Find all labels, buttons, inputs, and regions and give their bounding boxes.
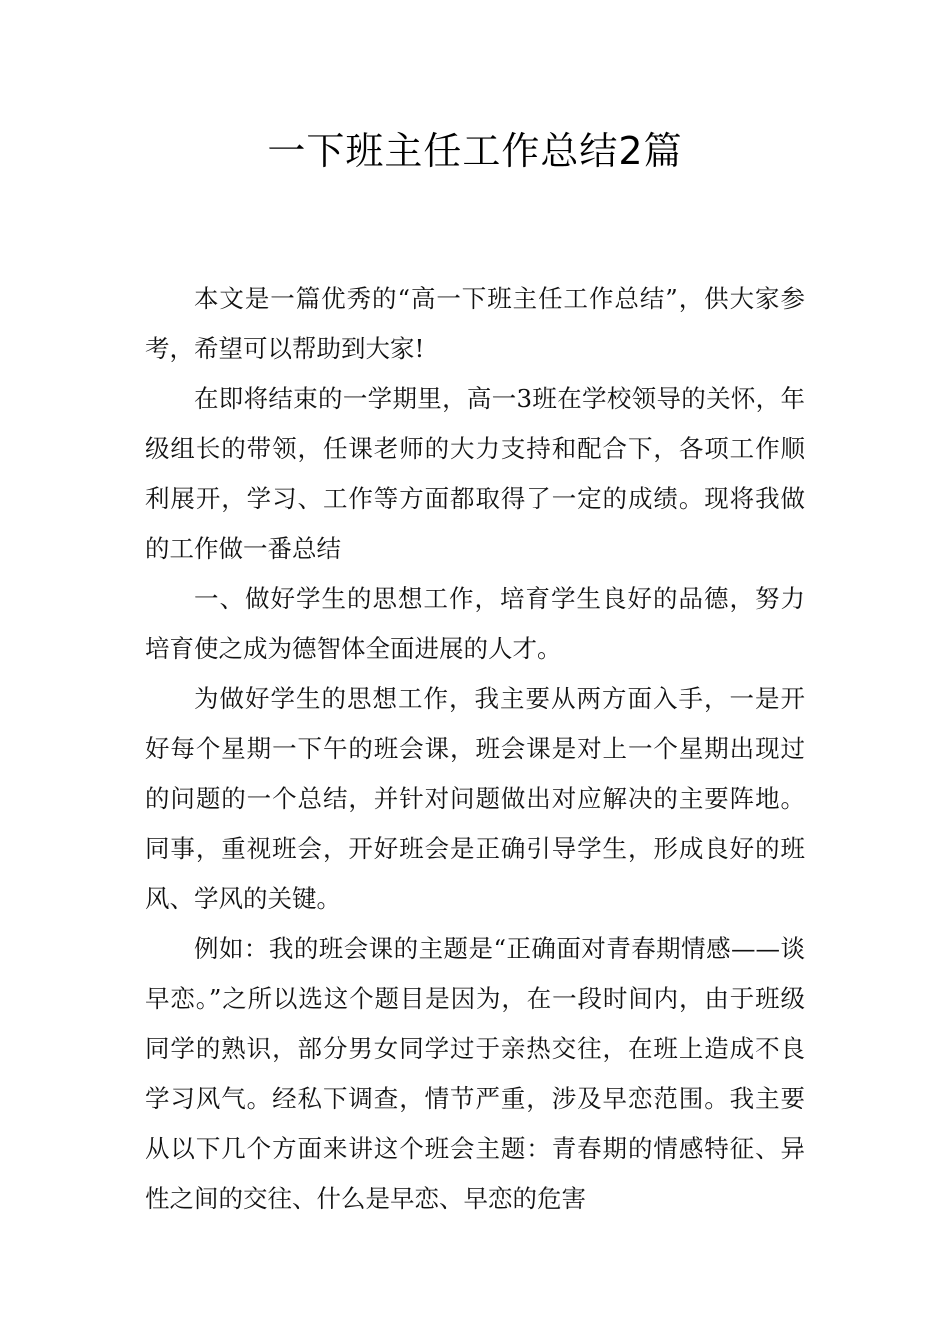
paragraph-section-one-heading: 一、做好学生的思想工作，培育学生良好的品德，努力培育使之成为德智体全面进展的人才。: [145, 584, 805, 663]
paragraph-overview: 在即将结束的一学期里，高一3班在学校领导的关怀，年级组长的带领，任课老师的大力支持和配合下，各项工作顺利展开，学习、工作等方面都取得了一定的成绩。现将我做的工作做一番总结: [145, 384, 805, 563]
paragraph-class-meeting: 为做好学生的思想工作，我主要从两方面入手，一是开好每个星期一下午的班会课，班会课是对上一个星期出现过的问题的一个总结，并针对问题做出对应解决的主要阵地。同事，重视班会，开好班会是正确引导学生，形成良好的班风、学风的关键。: [145, 684, 805, 913]
document-body: [145, 274, 805, 1224]
paragraph-example: 例如：我的班会课的主题是“正确面对青春期情感——谈早恋。”之所以选这个题目是因为，在一段时间内，由于班级同学的熟识，部分男女同学过于亲热交往，在班上造成不良学习风气。经私下调查，情节严重，涉及早恋范围。我主要从以下几个方面来讲这个班会主题：青春期的情感特征、异性之间的交往、什么是早恋、早恋的危害: [145, 934, 805, 1213]
paragraph-intro: 本文是一篇优秀的“高一下班主任工作总结”，供大家参考，希望可以帮助到大家!: [145, 284, 805, 363]
document-title: 一下班主任工作总结2篇: [267, 129, 683, 173]
